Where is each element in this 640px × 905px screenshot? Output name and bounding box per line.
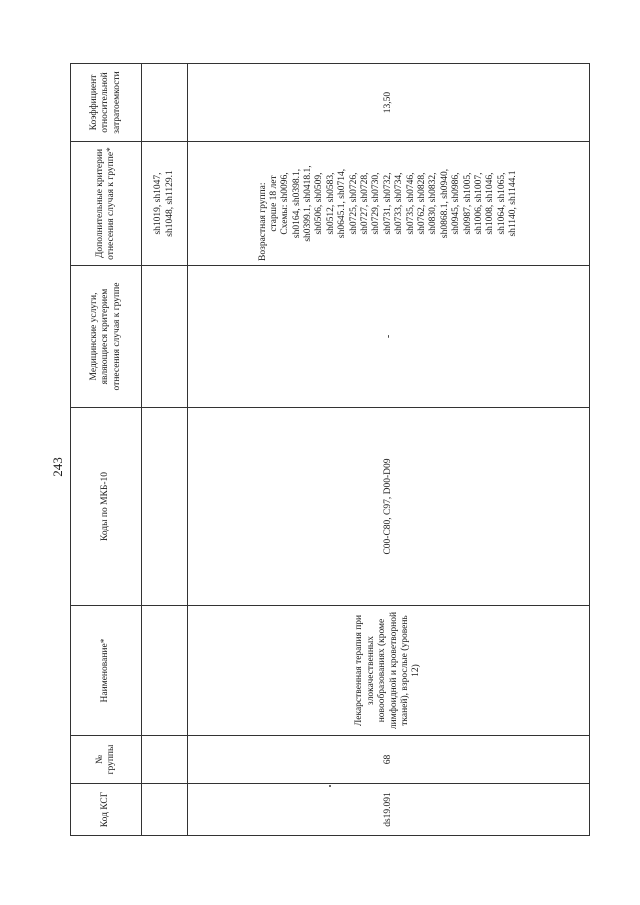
criteria-line: sh0506, sh0509,: [314, 172, 325, 235]
cell-services: [188, 266, 590, 408]
table-header-row: [71, 64, 142, 836]
cell-icd-codes: C00-C80, C97, D00-D09: [188, 408, 590, 606]
criteria-line: Возрастная группа:: [257, 182, 268, 261]
cell-name-prev: [142, 606, 188, 736]
header-extra-criteria: Дополнительные критерии отнесения случая к группе*: [71, 142, 142, 266]
cell-code: ds19.091: [188, 784, 590, 836]
table-row-previous: [142, 64, 188, 836]
criteria-line: sh1008, sh1046,: [485, 172, 496, 235]
services-dash: -: [382, 334, 394, 339]
page-number: 243: [50, 457, 65, 477]
criteria-line: sh1019, sh1047,: [153, 172, 164, 235]
criteria-line: sh1064, sh1065,: [496, 172, 507, 235]
criteria-line: sh0830, sh0832,: [428, 172, 439, 235]
scan-speck: [329, 785, 331, 787]
criteria-line: sh0762, sh0828,: [416, 172, 427, 235]
criteria-line: sh1140, sh1144.1: [508, 170, 519, 237]
cell-icd-prev: [142, 408, 188, 606]
header-code: Код КСГ: [71, 784, 142, 836]
criteria-line: Схемы: sh0096,: [280, 172, 291, 235]
cell-coefficient-prev: [142, 64, 188, 142]
criteria-line: sh0945, sh0986,: [451, 172, 462, 235]
cell-coefficient: 13,50: [188, 64, 590, 142]
criteria-line: sh0727, sh0728,: [360, 172, 371, 235]
criteria-line: sh0729, sh0730,: [371, 172, 382, 235]
header-group-no: № группы: [71, 736, 142, 784]
cell-extra-criteria: [188, 142, 590, 266]
header-services: Медицинские услуги, являющиеся критерием отнесения случая к группе: [71, 266, 142, 408]
criteria-line: старше 18 лет: [268, 175, 279, 232]
criteria-line: sh0725, sh0726,: [348, 172, 359, 235]
cell-services-prev: [142, 266, 188, 408]
criteria-line: sh0512, sh0583,: [325, 172, 336, 235]
criteria-line: sh0735, sh0746,: [405, 172, 416, 235]
cell-extra-criteria-prev: [142, 142, 188, 266]
cell-group-prev: [142, 736, 188, 784]
criteria-line: sh1006, sh1007,: [473, 172, 484, 235]
criteria-line: sh0399.1, sh0418.1,: [303, 165, 314, 242]
header-icd-codes: Коды по МКБ-10: [71, 408, 142, 606]
criteria-line: sh0987, sh1005,: [462, 172, 473, 235]
cell-name: Лекарственная терапия при злокачественных новообразованиях (кроме лимфоидной и кроветворной тканей), взрослые (уровень 12): [188, 606, 590, 736]
cell-code-prev: [142, 784, 188, 836]
criteria-line: sh0645.1, sh0714,: [337, 168, 348, 239]
criteria-line: sh0731, sh0732,: [382, 172, 393, 235]
kst-table: [70, 63, 590, 836]
cell-group-no: 68: [188, 736, 590, 784]
rotated-table-container: [70, 64, 590, 836]
criteria-line: sh0164, sh0398.1,: [291, 168, 302, 239]
document-sheet: [70, 64, 590, 836]
header-name: Наименование*: [71, 606, 142, 736]
header-coefficient: Коэффициент относительной затратоемкости: [71, 64, 142, 142]
criteria-line: sh0733, sh0734,: [394, 172, 405, 235]
criteria-line: sh1048, sh1129.1: [164, 170, 175, 237]
table-row: [188, 64, 590, 836]
criteria-line: sh0868.1, sh0940,: [439, 168, 450, 239]
